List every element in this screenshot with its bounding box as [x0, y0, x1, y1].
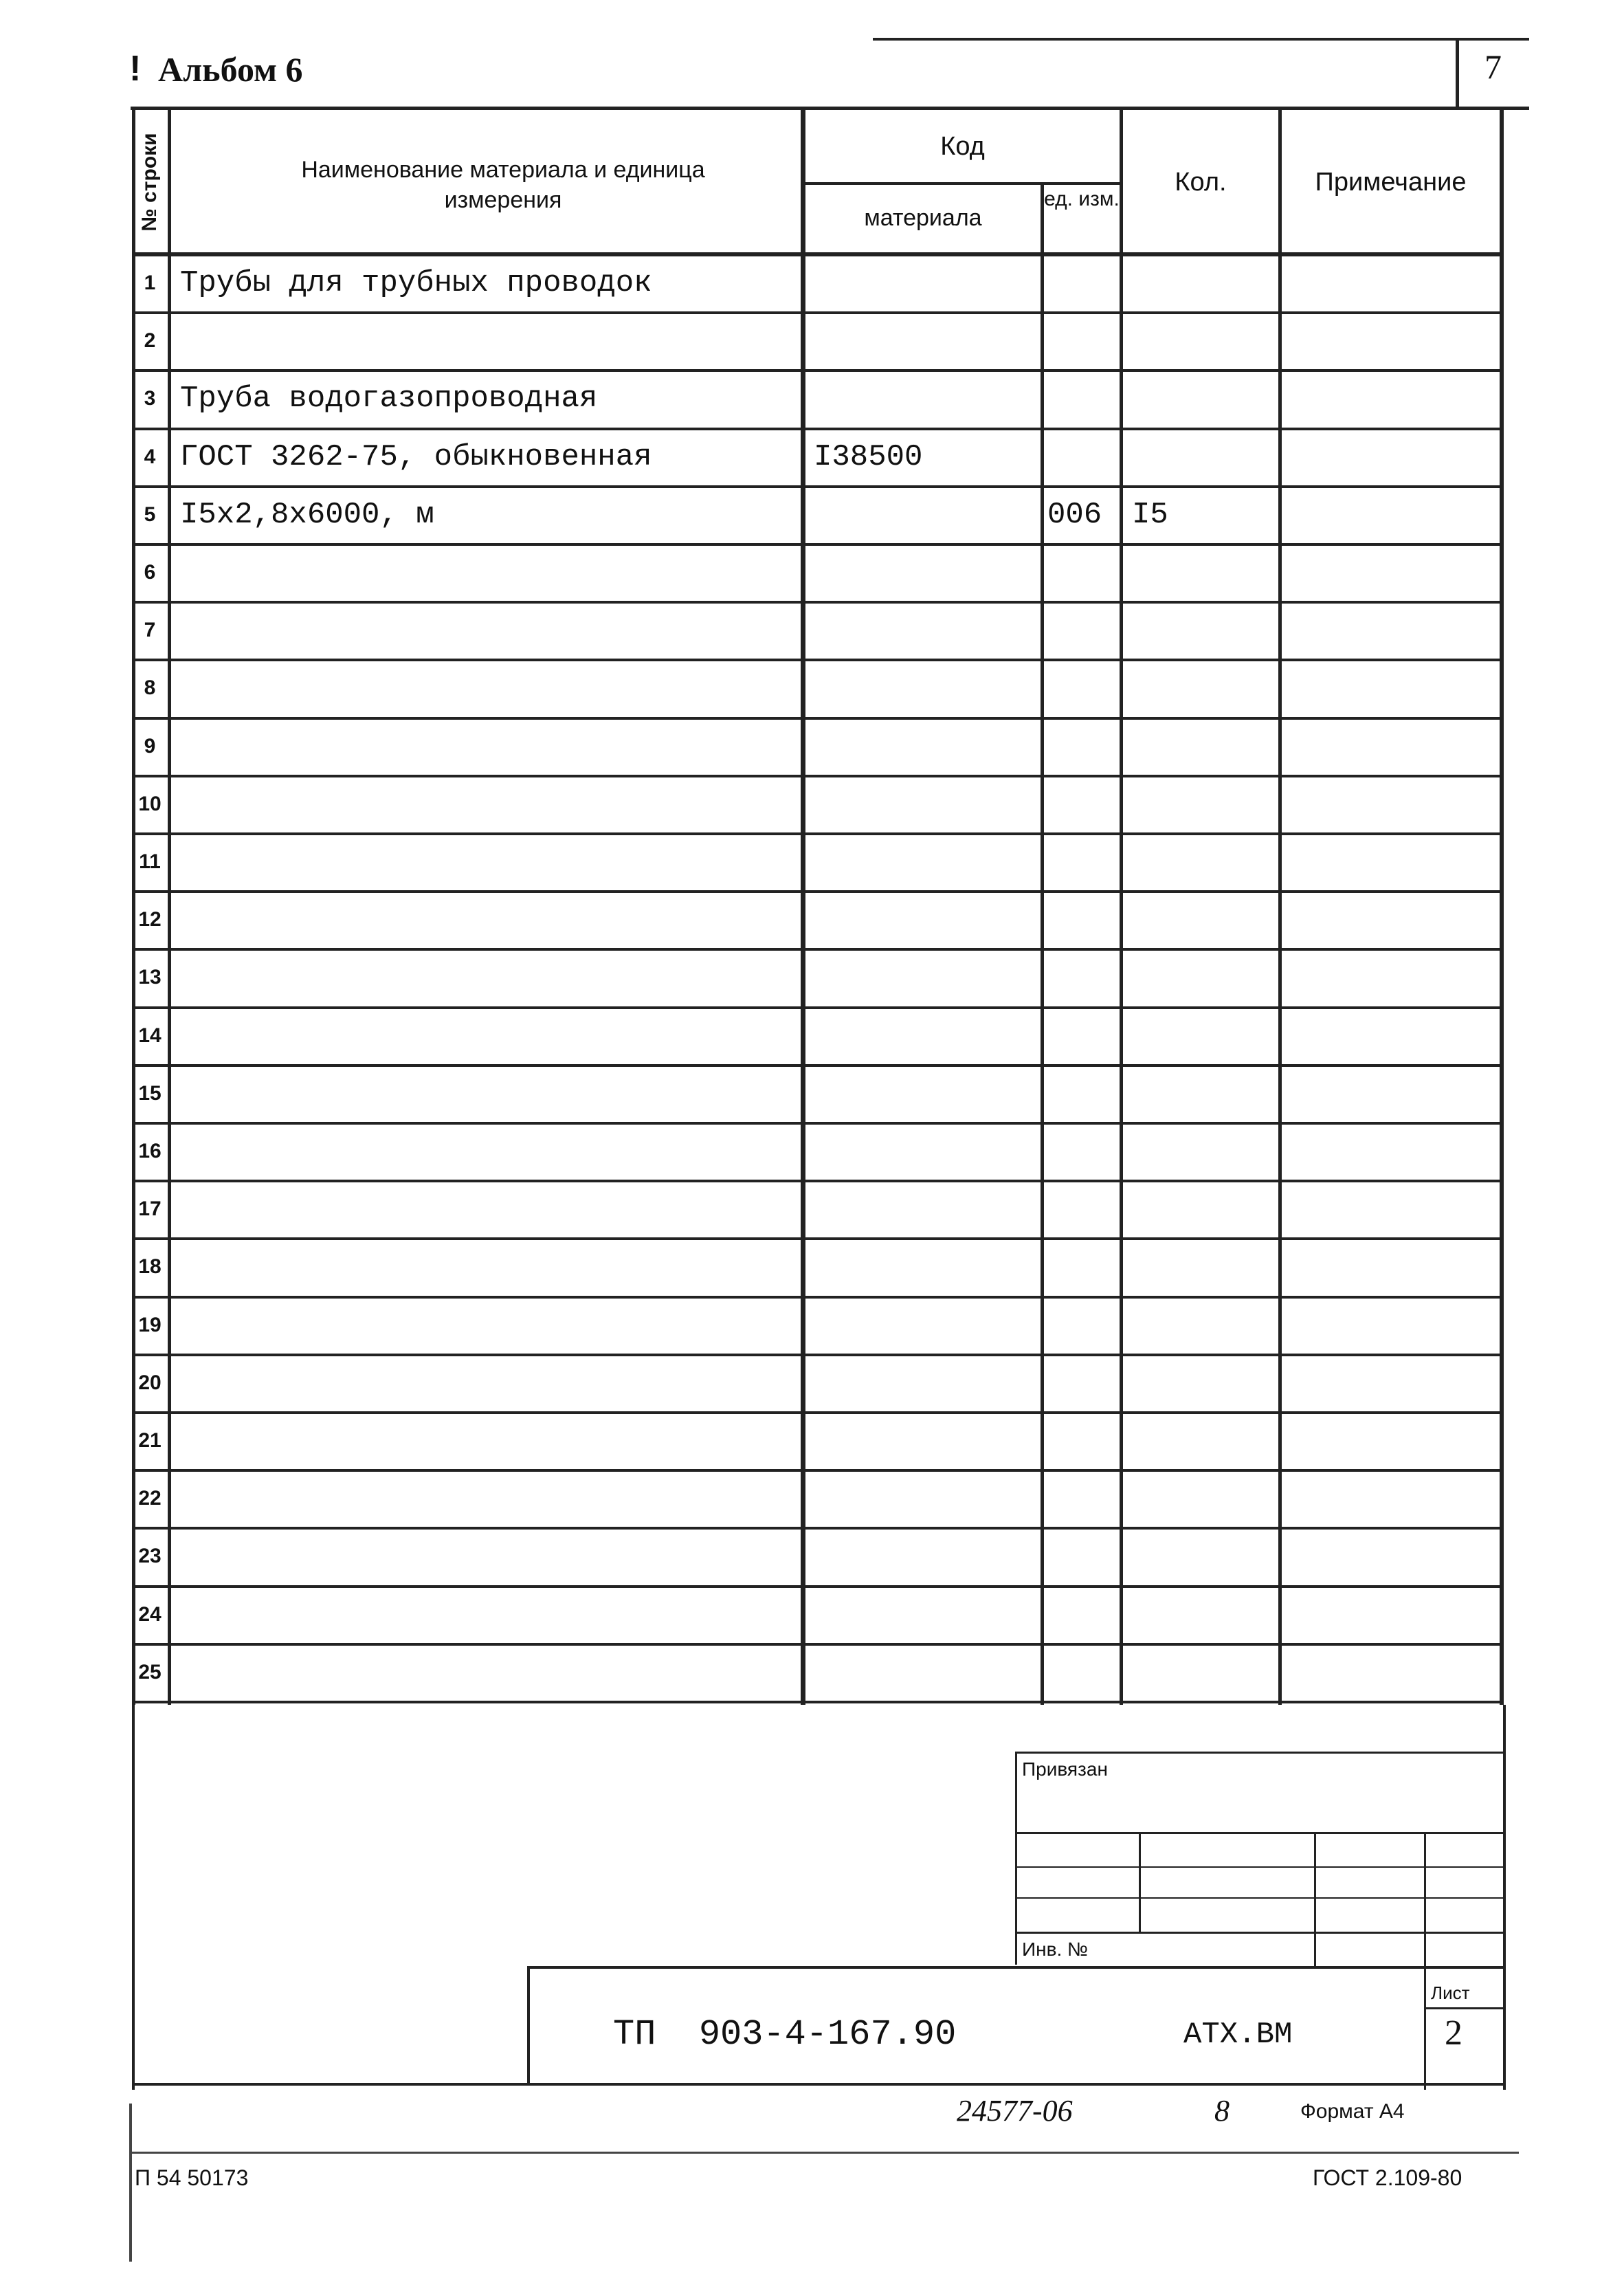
table-row	[132, 777, 1504, 835]
privyazan-row2	[1015, 1866, 1503, 1868]
header-rownum	[132, 127, 168, 237]
footer-rule	[131, 2152, 1519, 2154]
row-line	[132, 1701, 1504, 1703]
row-number: 15	[138, 1081, 162, 1105]
row-name: Труба водогазопроводная	[180, 382, 598, 417]
table-row	[132, 661, 1504, 719]
row-number: 14	[138, 1024, 162, 1047]
header-rownum-label: № строки	[138, 133, 161, 232]
table-row	[132, 893, 1504, 951]
table-row	[132, 256, 1504, 314]
footer-right: ГОСТ 2.109-80	[1313, 2165, 1462, 2190]
table-row	[132, 720, 1504, 777]
doc-code: ТП 903-4-167.90	[613, 2014, 957, 2055]
header-mark: !	[129, 49, 142, 89]
privyazan-row4	[1015, 1932, 1503, 1934]
row-number: 11	[139, 850, 161, 873]
row-number: 24	[138, 1602, 162, 1626]
privyazan-col3	[1424, 1832, 1426, 2090]
table-row	[132, 1414, 1504, 1472]
table-row	[132, 1472, 1504, 1530]
format-label: Формат А4	[1300, 2100, 1405, 2123]
list-label: Лист	[1431, 1983, 1470, 2003]
row-number: 13	[138, 966, 162, 989]
row-number: 21	[138, 1429, 162, 1452]
stamp-left	[527, 1966, 530, 2083]
stamp-bottom	[132, 2083, 1506, 2086]
row-number: 7	[144, 619, 156, 642]
privyazan-row3	[1015, 1897, 1503, 1899]
margin-line	[129, 2104, 132, 2262]
table-row	[132, 1299, 1504, 1356]
list-divider	[1424, 2007, 1503, 2009]
table-row	[132, 1182, 1504, 1240]
header-qty: Кол.	[1175, 168, 1227, 197]
row-number: 22	[138, 1487, 162, 1510]
table-row	[132, 314, 1504, 372]
row-number: 12	[138, 908, 162, 931]
row-name: ГОСТ 3262-75, обыкновенная	[180, 439, 652, 474]
table-row	[132, 1125, 1504, 1182]
materials-table	[132, 107, 1503, 1705]
privyazan-col2	[1314, 1832, 1316, 1966]
tb-left-border	[132, 1705, 135, 2090]
sheet-number: 2	[1445, 2013, 1462, 2053]
table-row	[132, 1009, 1504, 1067]
table-row	[132, 1646, 1504, 1703]
header-name: Наименование материала и единица измерения	[301, 157, 705, 213]
inv-no-label: Инв. №	[1022, 1939, 1089, 1960]
stamp-top	[527, 1966, 1503, 1969]
row-unit: 006	[1047, 497, 1102, 532]
row-number: 20	[138, 1371, 162, 1394]
page-number: 7	[1484, 47, 1502, 86]
privyazan-row1	[1015, 1832, 1503, 1834]
table-row	[132, 835, 1504, 893]
row-number: 25	[138, 1660, 162, 1684]
header-rule-top	[873, 38, 1529, 41]
table-row	[132, 951, 1504, 1008]
table-row	[132, 1240, 1504, 1298]
row-number: 3	[144, 387, 156, 410]
album-title: Альбом 6	[158, 50, 303, 89]
order-suffix: 8	[1214, 2094, 1230, 2128]
table-row	[132, 604, 1504, 661]
table-row	[132, 488, 1504, 546]
order-number: 24577-06	[957, 2094, 1073, 2128]
row-name: I5х2,8х6000, м	[180, 497, 434, 532]
table-row	[132, 1530, 1504, 1587]
privyazan-col1	[1139, 1832, 1141, 1932]
row-number: 16	[138, 1140, 162, 1162]
code-subheader-line	[801, 182, 1122, 185]
header-code: Код	[940, 132, 985, 161]
header-code-material: материала	[864, 205, 982, 231]
privyazan-top	[1015, 1752, 1503, 1754]
row-number: 18	[138, 1255, 162, 1279]
row-number: 1	[144, 272, 156, 294]
row-name: Трубы для трубных проводок	[180, 266, 652, 300]
row-number: 23	[138, 1545, 162, 1568]
row-number: 4	[144, 445, 156, 468]
footer-left: П 54 50173	[135, 2165, 249, 2190]
table-row	[132, 1356, 1504, 1414]
row-number: 19	[138, 1313, 162, 1336]
row-number: 10	[138, 792, 162, 815]
row-number: 9	[144, 734, 156, 758]
table-row	[132, 430, 1504, 488]
row-code: I38500	[814, 439, 923, 474]
row-number: 2	[144, 329, 156, 353]
row-number: 6	[144, 561, 156, 584]
table-row	[132, 1588, 1504, 1646]
row-qty: I5	[1132, 497, 1168, 532]
table-row	[132, 372, 1504, 430]
table-row	[132, 1067, 1504, 1125]
doc-mark: АТХ.ВМ	[1183, 2018, 1293, 2052]
row-number: 17	[138, 1197, 162, 1221]
header-note: Примечание	[1315, 168, 1467, 197]
header-code-unit: ед. изм.	[1044, 188, 1120, 210]
row-number: 5	[144, 503, 156, 526]
row-number: 8	[144, 676, 156, 700]
page-box-border	[1456, 38, 1459, 108]
title-block	[132, 1705, 1506, 2128]
tb-right-border	[1503, 1705, 1506, 2090]
privyazan-label: Привязан	[1022, 1758, 1108, 1780]
table-row	[132, 546, 1504, 604]
